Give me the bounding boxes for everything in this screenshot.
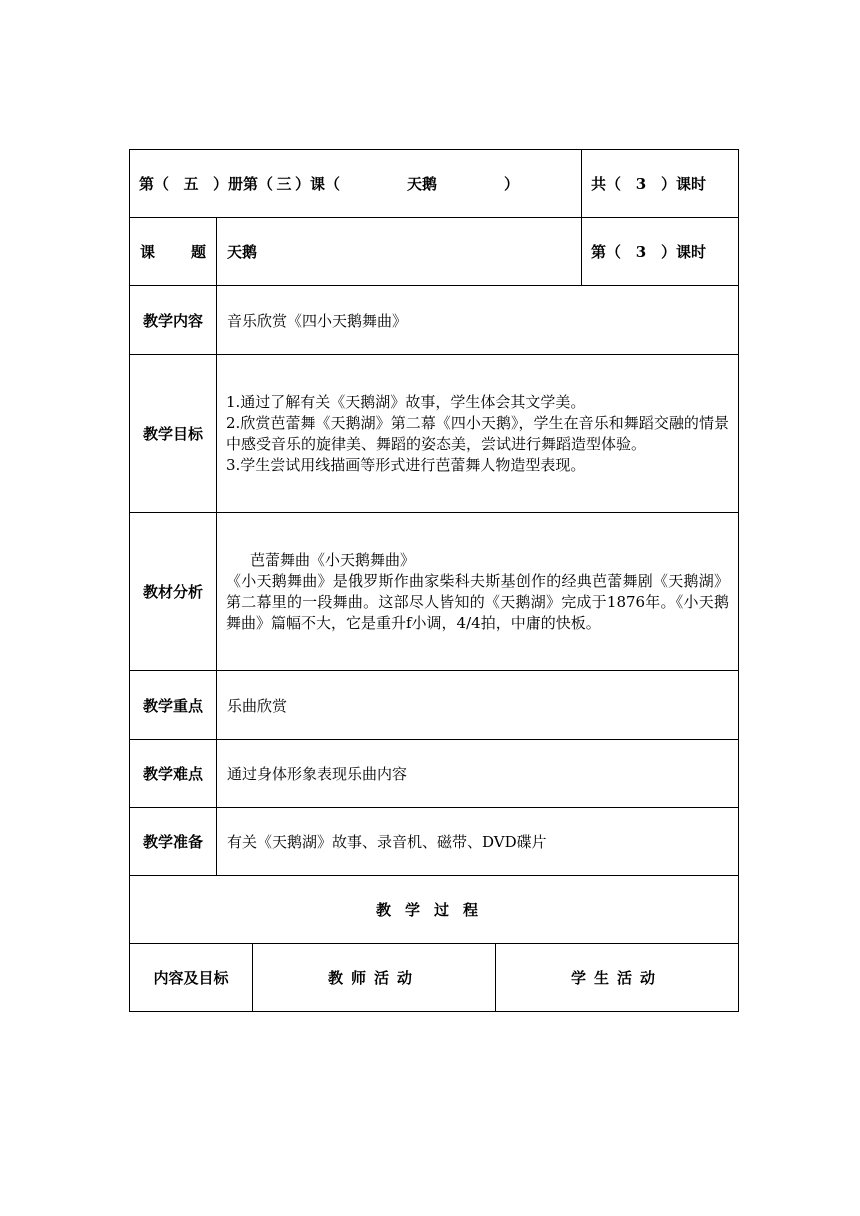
analysis-title: 芭蕾舞曲《小天鹅舞曲》: [250, 550, 416, 569]
period-suffix: ）课时: [661, 243, 707, 261]
total-number: 3: [635, 174, 647, 193]
topic-label-cell: [130, 218, 217, 286]
lesson-plan-table: [129, 149, 739, 1012]
total-suffix: ）课时: [661, 175, 707, 193]
difficulty-label: 教学难点: [130, 740, 217, 808]
lesson-close: ）: [504, 175, 520, 193]
header-row: [130, 150, 739, 218]
goal-item: 3.学生尝试用线描画等形式进行芭蕾舞人物造型表现。: [226, 455, 586, 474]
goals-content: [217, 355, 739, 513]
period-prefix: 第（: [591, 243, 622, 261]
book-lesson-cell: [130, 150, 582, 218]
period-number: 3: [635, 242, 647, 261]
period-line: [582, 241, 738, 262]
total-periods-line: [582, 173, 738, 194]
difficulty-row: [130, 740, 739, 808]
difficulty-value: 通过身体形象表现乐曲内容: [217, 740, 739, 808]
key-label: 教学重点: [130, 671, 217, 740]
process-col-content: 内容及目标: [130, 944, 253, 1012]
analysis-label: 教材分析: [130, 513, 217, 671]
content-row: [130, 286, 739, 355]
book-lesson-line: [130, 173, 581, 194]
topic-label: 课 题: [140, 243, 206, 261]
period-cell: [582, 218, 739, 286]
goals-row: [130, 355, 739, 513]
process-title: 教学过程: [130, 876, 739, 944]
process-header-row: [130, 944, 739, 1012]
process-title-row: [130, 876, 739, 944]
lesson-title: 天鹅: [407, 175, 438, 193]
prep-row: [130, 808, 739, 876]
topic-row: [130, 218, 739, 286]
analysis-content: [217, 513, 739, 671]
total-periods-cell: [582, 150, 739, 218]
topic-value: 天鹅: [217, 218, 582, 286]
analysis-row: [130, 513, 739, 671]
content-value: 音乐欣赏《四小天鹅舞曲》: [217, 286, 739, 355]
key-value: 乐曲欣赏: [217, 671, 739, 740]
key-row: [130, 671, 739, 740]
goals-label: 教学目标: [130, 355, 217, 513]
content-label: 教学内容: [130, 286, 217, 355]
prep-label: 教学准备: [130, 808, 217, 876]
total-prefix: 共（: [591, 175, 622, 193]
book-number: 五: [183, 175, 199, 193]
process-col-student: 学生活动: [496, 944, 739, 1012]
lesson-suffix: ）课（: [295, 175, 341, 193]
goal-item: 1.通过了解有关《天鹅湖》故事，学生体会其文学美。: [226, 392, 586, 411]
prep-value: 有关《天鹅湖》故事、录音机、磁带、DVD碟片: [217, 808, 739, 876]
book-suffix: ）册第（: [213, 175, 274, 193]
book-prefix: 第（: [139, 175, 170, 193]
analysis-text: 《小天鹅舞曲》是俄罗斯作曲家柴科夫斯基创作的经典芭蕾舞剧《天鹅湖》第二幕里的一段舞曲。这部尽人皆知的《天鹅湖》完成于1876年。《小天鹅舞曲》篇幅不大，它是重升f小调，4/4拍，中庸的快板。: [226, 571, 729, 632]
goal-item: 2.欣赏芭蕾舞《天鹅湖》第二幕《四小天鹅》，学生在音乐和舞蹈交融的情景中感受音乐的旋律美、舞蹈的姿态美，尝试进行舞蹈造型体验。: [226, 413, 729, 453]
lesson-number: 三: [276, 175, 292, 193]
process-col-teacher: 教师活动: [253, 944, 496, 1012]
